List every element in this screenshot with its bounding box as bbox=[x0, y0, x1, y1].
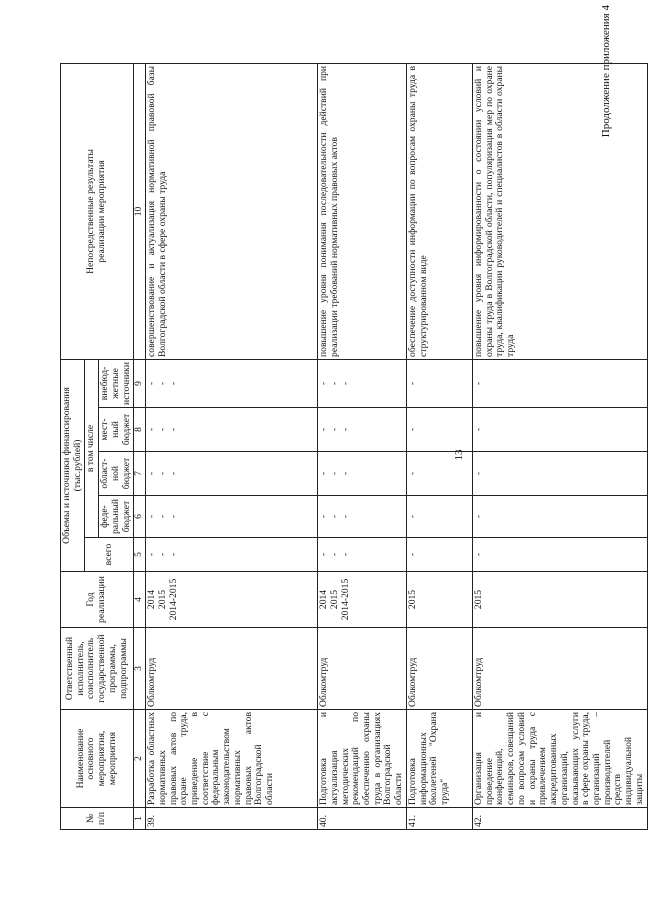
row-local: - bbox=[472, 408, 647, 452]
row-regional: - bbox=[472, 452, 647, 496]
header-regional: област- ной бюджет bbox=[99, 452, 134, 496]
table-row bbox=[318, 63, 407, 829]
col-number: 6 bbox=[134, 496, 146, 538]
col-number: 8 bbox=[134, 408, 146, 452]
page-number: 13 bbox=[453, 449, 465, 461]
header-extra: внебюд- жетные источники bbox=[99, 359, 134, 407]
row-num: 41. bbox=[406, 808, 472, 830]
row-local: - bbox=[406, 408, 472, 452]
col-number: 9 bbox=[134, 359, 146, 407]
col-number: 4 bbox=[134, 572, 146, 628]
table-row bbox=[146, 63, 318, 829]
continuation-label: Продолжение приложения 4 bbox=[600, 5, 612, 138]
table-row bbox=[406, 63, 472, 829]
row-years: 2014 2015 2014-2015 bbox=[146, 572, 318, 628]
row-local: - - - bbox=[146, 408, 318, 452]
header-year: Год реализации bbox=[61, 572, 134, 628]
header-executor: Ответственный исполнитель, соисполнитель государственной программы, подпрограммы bbox=[61, 628, 134, 710]
row-total: - bbox=[472, 538, 647, 572]
row-regional: - bbox=[406, 452, 472, 496]
row-years: 2015 bbox=[472, 572, 647, 628]
row-num: 39. bbox=[146, 808, 318, 830]
row-total: - - - bbox=[318, 538, 407, 572]
row-local: - - - bbox=[318, 408, 407, 452]
col-number: 5 bbox=[134, 538, 146, 572]
col-number: 1 bbox=[134, 808, 146, 830]
header-results: Непосредственные результаты реализации мероприятия bbox=[61, 63, 134, 359]
row-years: 2015 bbox=[406, 572, 472, 628]
row-num: 42. bbox=[472, 808, 647, 830]
row-federal: - - - bbox=[318, 496, 407, 538]
row-result: повышение уровня понимания последовательности действий при реализации требований нормативных правовых актов bbox=[318, 63, 407, 359]
table-row bbox=[472, 63, 647, 829]
header-local: мест- ный бюджет bbox=[99, 408, 134, 452]
row-extra: - bbox=[406, 359, 472, 407]
row-result: повышение уровня информированности о состоянии условий и охраны труда в Волгоградской области, популяризация мер по охране труда, квалификации руководителей и специалистов в области охраны труда bbox=[472, 63, 647, 359]
col-number: 7 bbox=[134, 452, 146, 496]
row-name: Подготовка информационных бюллетеней "Охрана труда" bbox=[406, 710, 472, 808]
header-num: № п/п bbox=[61, 808, 134, 830]
header-total: всего bbox=[85, 538, 134, 572]
col-number: 10 bbox=[134, 63, 146, 359]
row-executor: Облкомтруд bbox=[318, 628, 407, 710]
row-total: - bbox=[406, 538, 472, 572]
row-result: обеспечение доступности информации по вопросам охраны труда в структурированном виде bbox=[406, 63, 472, 359]
header-incl: в том числе bbox=[85, 359, 99, 537]
header-name: Наименование основного мероприятия, мероприятия bbox=[61, 710, 134, 808]
appendix-table bbox=[60, 63, 648, 830]
row-regional: - - - bbox=[318, 452, 407, 496]
row-executor: Облкомтруд bbox=[146, 628, 318, 710]
row-federal: - bbox=[406, 496, 472, 538]
header-federal: феде- ральный бюджет bbox=[99, 496, 134, 538]
row-years: 2014 2015 2014-2015 bbox=[318, 572, 407, 628]
row-name: Разработка областных нормативных правовых актов по охране труда, приведение в соответствие с федеральным законодательством нормативных правовых актов Волгоградской области bbox=[146, 710, 318, 808]
row-name: Организация и проведение конференций, семинаров, совещаний по вопросам условий и охраны труда с привлечением аккредитованных организаций, оказывающих услуги в сфере охраны труда, организаций – производителей средств индивидуальной защиты bbox=[472, 710, 647, 808]
row-federal: - bbox=[472, 496, 647, 538]
row-executor: Облкомтруд bbox=[472, 628, 647, 710]
header-funding: Объемы и источники финансирования (тыс.рублей) bbox=[61, 359, 85, 571]
row-extra: - - - bbox=[146, 359, 318, 407]
row-name: Подготовка и актуализация методических рекомендаций по обеспечению охраны труда в организациях Волгоградской области bbox=[318, 710, 407, 808]
col-number: 2 bbox=[134, 710, 146, 808]
row-total: - - - bbox=[146, 538, 318, 572]
row-extra: - bbox=[472, 359, 647, 407]
row-result: совершенствование и актуализация нормативной правовой базы Волгоградской области в сфере охраны труда bbox=[146, 63, 318, 359]
row-federal: - - - bbox=[146, 496, 318, 538]
row-executor: Облкомтруд bbox=[406, 628, 472, 710]
row-extra: - - - bbox=[318, 359, 407, 407]
row-num: 40. bbox=[318, 808, 407, 830]
col-number: 3 bbox=[134, 628, 146, 710]
row-regional: - - - bbox=[146, 452, 318, 496]
